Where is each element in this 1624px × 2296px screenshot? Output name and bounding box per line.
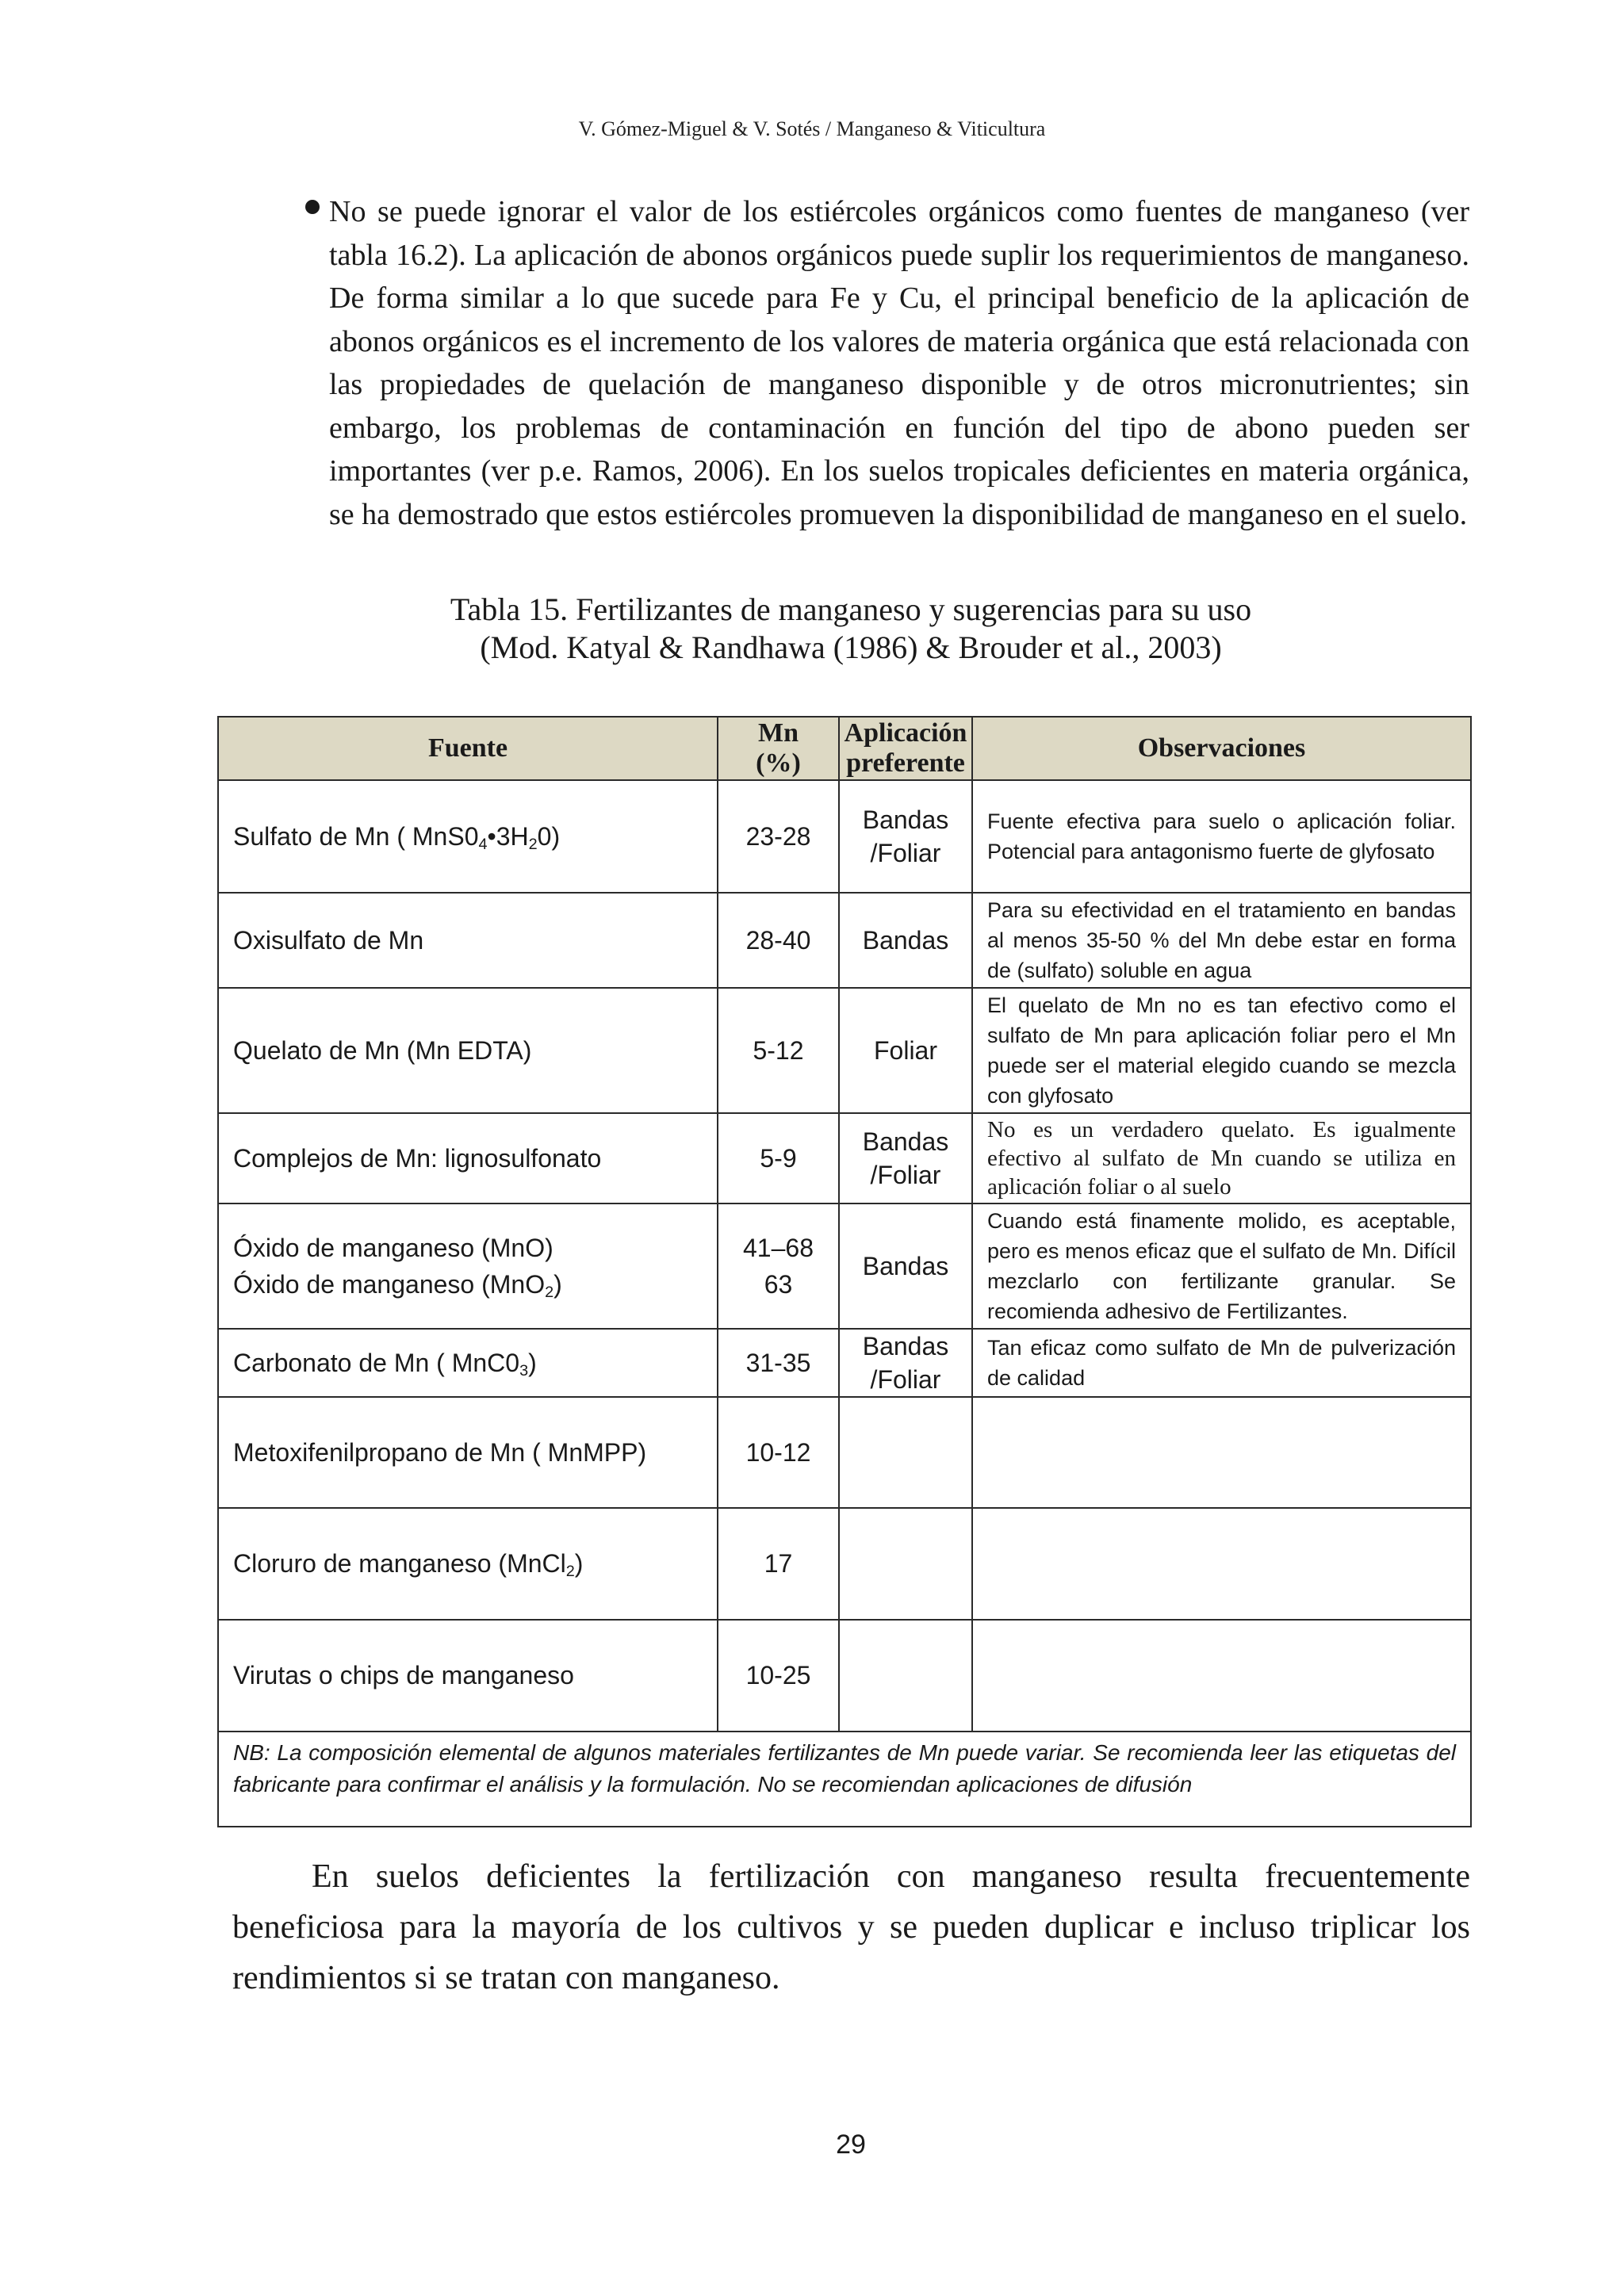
cell-mn-percent: 23-28 (718, 780, 839, 893)
header-mn-line2: (%) (756, 748, 801, 778)
application-line: Bandas (862, 806, 949, 834)
closing-paragraph (232, 1851, 1470, 2003)
header-mn (718, 717, 839, 780)
table-row (218, 1203, 1471, 1329)
header-app-line1: Aplicación (844, 718, 967, 748)
running-header: V. Gómez-Miguel & V. Sotés / Manganeso & Viticultura (578, 117, 1046, 140)
cell-application (839, 1620, 972, 1732)
table-caption (0, 591, 1624, 667)
cell-observations (972, 1397, 1471, 1508)
cell-mn-percent (718, 1203, 839, 1329)
cell-application (839, 1397, 972, 1508)
bullet-paragraph (305, 190, 1469, 536)
source-line (233, 1266, 717, 1303)
cell-source (218, 1203, 718, 1329)
cell-observations (972, 1508, 1471, 1620)
table-row (218, 1397, 1471, 1508)
header-application (839, 717, 972, 780)
table-row (218, 1620, 1471, 1732)
cell-source: Quelato de Mn (Mn EDTA) (218, 988, 718, 1113)
application-line: Bandas (862, 1127, 949, 1156)
application-line: /Foliar (870, 1161, 941, 1189)
table-note-row (218, 1732, 1471, 1827)
application-line: Bandas (862, 1332, 949, 1360)
cell-mn-percent: 31-35 (718, 1329, 839, 1397)
application-line: /Foliar (870, 1365, 941, 1394)
source-text: ) (528, 1348, 537, 1377)
source-text: Carbonato de Mn ( MnC0 (233, 1348, 520, 1377)
subscript: 2 (565, 1562, 575, 1580)
table-row (218, 780, 1471, 893)
cell-application (839, 1113, 972, 1203)
fertilizer-table (217, 716, 1472, 1827)
cell-mn-percent: 17 (718, 1508, 839, 1620)
application-line: /Foliar (870, 839, 941, 867)
source-line: Óxido de manganeso (MnO) (233, 1234, 553, 1262)
cell-application (839, 780, 972, 893)
subscript: 3 (519, 1361, 529, 1380)
cell-observations: Tan eficaz como sulfato de Mn de pulverización de calidad (972, 1329, 1471, 1397)
cell-source: Oxisulfato de Mn (218, 893, 718, 988)
table-header-row (218, 717, 1471, 780)
header-observations: Observaciones (972, 717, 1471, 780)
closing-text: En suelos deficientes la fertilización con manganeso resulta frecuentemente beneficiosa para la mayoría de los cultivos y se pueden duplicar e incluso triplicar los rendimientos si se tratan con manganeso. (232, 1858, 1470, 1996)
table-row (218, 893, 1471, 988)
page-number: 29 (836, 2130, 866, 2160)
source-text: ) (574, 1549, 584, 1578)
mn-line: 63 (764, 1270, 793, 1299)
cell-observations: Cuando está finamente molido, es aceptable, pero es menos eficaz que el sulfato de Mn. Difícil mezclarlo con fertilizante granular. Se recomienda adhesivo de Fertilizantes. (972, 1203, 1471, 1329)
cell-observations: El quelato de Mn no es tan efectivo como el sulfato de Mn para aplicación foliar pero el Mn puede ser el material elegido cuando se mezcla con glyfosato (972, 988, 1471, 1113)
table-row (218, 1329, 1471, 1397)
cell-observations: No es un verdadero quelato. Es igualmente efectivo al sulfato de Mn cuando se utiliza en aplicación foliar o al suelo (972, 1113, 1471, 1203)
bullet-icon (305, 200, 320, 214)
source-text: •3H (487, 821, 529, 851)
cell-application (839, 1329, 972, 1397)
table-row (218, 988, 1471, 1113)
cell-mn-percent: 28-40 (718, 893, 839, 988)
cell-observations: Para su efectividad en el tratamiento en bandas al menos 35-50 % del Mn debe estar en forma de (sulfato) soluble en agua (972, 893, 1471, 988)
cell-application (839, 1508, 972, 1620)
source-text: ) (553, 1270, 562, 1299)
source-text: Sulfato de Mn ( MnS0 (233, 821, 479, 851)
header-mn-line1: Mn (758, 718, 799, 748)
table-row (218, 1508, 1471, 1620)
cell-source: Virutas o chips de manganeso (218, 1620, 718, 1732)
cell-source (218, 1329, 718, 1397)
cell-application: Bandas (839, 893, 972, 988)
cell-mn-percent: 5-9 (718, 1113, 839, 1203)
source-text: 0) (537, 821, 561, 851)
source-text: Cloruro de manganeso (MnCl (233, 1549, 566, 1578)
cell-source: Complejos de Mn: lignosulfonato (218, 1113, 718, 1203)
table-row (218, 1113, 1471, 1203)
header-app-line2: preferente (846, 748, 965, 778)
table-note: NB: La composición elemental de algunos materiales fertilizantes de Mn puede variar. Se recomienda leer las etiquetas del fabricante para confirmar el análisis y la formulación. No se recomiendan aplicaciones de difusión (218, 1732, 1471, 1827)
cell-observations (972, 1620, 1471, 1732)
cell-mn-percent: 10-25 (718, 1620, 839, 1732)
cell-mn-percent: 10-12 (718, 1397, 839, 1508)
cell-mn-percent: 5-12 (718, 988, 839, 1113)
subscript: 4 (478, 835, 488, 853)
bullet-text: No se puede ignorar el valor de los estiércoles orgánicos como fuentes de manganeso (ver tabla 16.2). La aplicación de abonos orgánicos puede suplir los requerimientos de manganeso. De forma similar a lo que sucede para Fe y Cu, el principal beneficio de la aplicación de abonos orgánicos es el incremento de los valores de materia orgánica que está relacionada con las propiedades de quelación de manganeso disponible y de otros micronutrientes; sin embargo, los problemas de contaminación en función del tipo de abono pueden ser importantes (ver p.e. Ramos, 2006). En los suelos tropicales deficientes en materia orgánica, se ha demostrado que estos estiércoles promueven la disponibilidad de manganeso en el suelo. (329, 195, 1469, 531)
caption-line-2: (Mod. Katyal & Randhawa (1986) & Brouder et al., 2003) (480, 629, 1222, 665)
cell-source: Metoxifenilpropano de Mn ( MnMPP) (218, 1397, 718, 1508)
cell-observations: Fuente efectiva para suelo o aplicación foliar. Potencial para antagonismo fuerte de glyfosato (972, 780, 1471, 893)
subscript: 2 (545, 1283, 554, 1301)
subscript: 2 (528, 835, 538, 853)
cell-source (218, 1508, 718, 1620)
cell-application: Foliar (839, 988, 972, 1113)
mn-line: 41–68 (743, 1234, 814, 1262)
caption-line-1: Tabla 15. Fertilizantes de manganeso y sugerencias para su uso (450, 591, 1252, 627)
cell-source (218, 780, 718, 893)
header-source: Fuente (218, 717, 718, 780)
source-text: Óxido de manganeso (MnO (233, 1270, 546, 1299)
cell-application: Bandas (839, 1203, 972, 1329)
